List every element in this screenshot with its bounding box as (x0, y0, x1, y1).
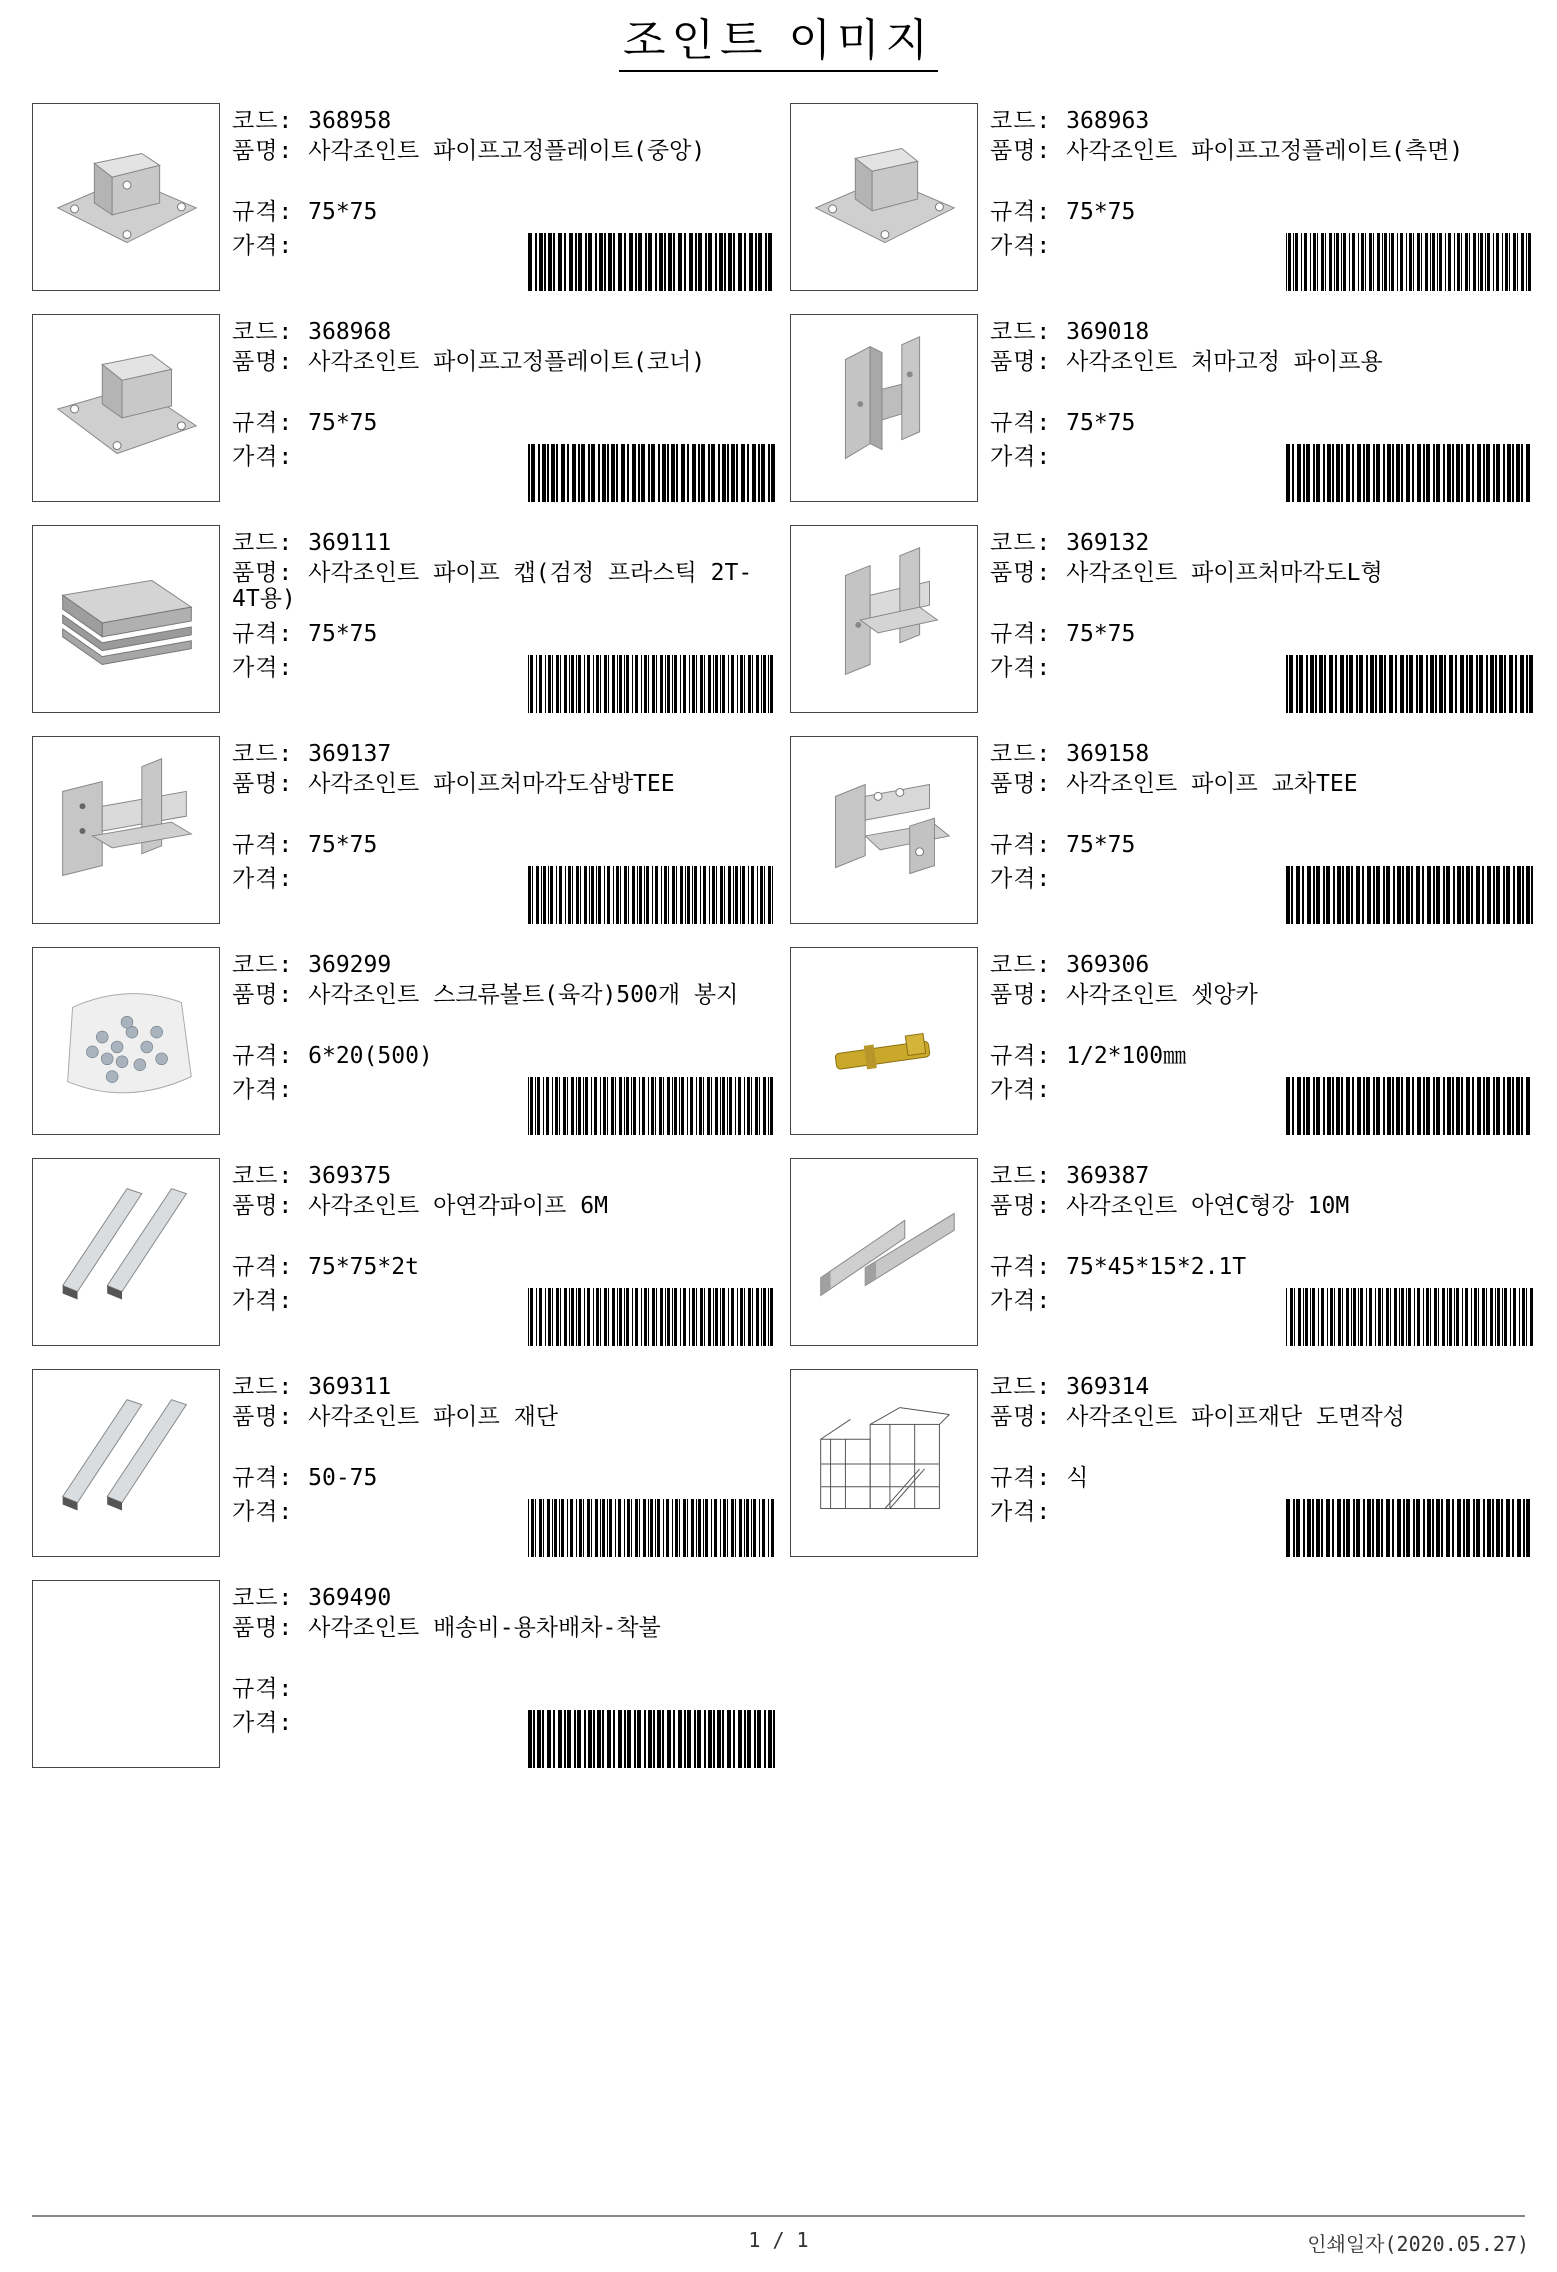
item-name-value: 사각조인트 스크류볼트(육각)500개 봉지 (308, 982, 739, 1008)
item-price (990, 1077, 1051, 1103)
item-name-value: 사각조인트 파이프 캡(검정 프라스틱 2T-4T용) (232, 560, 753, 612)
item-code (990, 952, 1149, 978)
product-card (32, 736, 792, 928)
item-name-value: 사각조인트 셋앙카 (1066, 982, 1258, 1008)
item-spec (232, 1465, 377, 1491)
item-spec-value: 75*75*2t (308, 1254, 419, 1280)
product-card (32, 314, 792, 506)
item-code-value: 369311 (308, 1374, 392, 1400)
item-name (232, 1193, 772, 1219)
item-spec-label: 규격: (232, 199, 309, 225)
item-spec-label: 규격: (232, 410, 309, 436)
item-price-label: 가격: (232, 1077, 294, 1103)
item-price (232, 1499, 293, 1525)
barcode (1286, 444, 1536, 502)
item-name (232, 982, 772, 1008)
item-name (232, 560, 772, 612)
item-name (232, 1404, 772, 1430)
item-spec-label: 규격: (990, 410, 1067, 436)
item-spec-value: 75*75 (308, 410, 378, 436)
item-spec (990, 1465, 1088, 1491)
item-code (232, 741, 391, 767)
item-price (990, 444, 1051, 470)
item-name-label: 품명: (232, 349, 309, 375)
item-price-label: 가격: (990, 233, 1052, 259)
item-code-label: 코드: (990, 741, 1067, 767)
square-pipe-icon (32, 1158, 220, 1346)
item-price-label: 가격: (232, 655, 294, 681)
item-code-value: 369111 (308, 530, 392, 556)
item-spec-label: 규격: (990, 1254, 1067, 1280)
item-spec (990, 410, 1135, 436)
item-name-value: 사각조인트 배송비-용차배차-착불 (308, 1615, 661, 1641)
item-spec (990, 199, 1135, 225)
item-code-value: 369299 (308, 952, 392, 978)
item-name-label: 품명: (232, 771, 309, 797)
item-code-label: 코드: (990, 1374, 1067, 1400)
item-code-label: 코드: (990, 952, 1067, 978)
print-date: 인쇄일자(2020.05.27) (1307, 2232, 1529, 2256)
item-code (990, 1374, 1149, 1400)
item-name-value: 사각조인트 파이프고정플레이트(측면) (1066, 138, 1464, 164)
item-code-label: 코드: (232, 319, 309, 345)
barcode (1286, 1499, 1536, 1557)
product-card (790, 947, 1550, 1139)
item-spec-label: 규격: (232, 1043, 309, 1069)
item-name-value: 사각조인트 파이프처마각도L형 (1066, 560, 1383, 586)
item-name-label: 품명: (990, 1404, 1067, 1430)
product-card (790, 314, 1550, 506)
item-code (990, 741, 1149, 767)
item-spec-label: 규격: (990, 1043, 1067, 1069)
item-code (232, 1163, 391, 1189)
item-price (232, 233, 293, 259)
product-card (32, 1158, 792, 1350)
item-name (232, 138, 772, 164)
item-code-value: 369314 (1066, 1374, 1150, 1400)
item-code-label: 코드: (232, 108, 309, 134)
item-spec-value: 75*75 (1066, 621, 1136, 647)
item-price-label: 가격: (990, 655, 1052, 681)
item-price-label: 가격: (232, 444, 294, 470)
item-spec-value: 75*75 (308, 832, 378, 858)
item-spec (990, 1043, 1186, 1069)
item-price (232, 444, 293, 470)
barcode (1286, 1288, 1536, 1346)
item-name-value: 사각조인트 파이프처마각도삼방TEE (308, 771, 675, 797)
item-name-value: 사각조인트 처마고정 파이프용 (1066, 349, 1383, 375)
item-spec-value: 75*45*15*2.1T (1066, 1254, 1247, 1280)
item-spec-value: 75*75 (308, 199, 378, 225)
item-spec-label: 규격: (990, 621, 1067, 647)
item-spec (990, 621, 1135, 647)
item-price-label: 가격: (990, 1077, 1052, 1103)
item-spec (232, 1254, 419, 1280)
item-spec-label: 규격: (232, 1254, 309, 1280)
item-name (990, 982, 1530, 1008)
product-card (790, 736, 1550, 928)
item-spec-label: 규격: (990, 1465, 1067, 1491)
item-price (232, 866, 293, 892)
item-name (232, 771, 772, 797)
barcode (528, 655, 778, 713)
item-name-value: 사각조인트 아연C형강 10M (1066, 1193, 1350, 1219)
barcode (1286, 655, 1536, 713)
screw-bag-icon (32, 947, 220, 1135)
item-spec (990, 1254, 1246, 1280)
item-name-value: 사각조인트 파이프고정플레이트(중앙) (308, 138, 706, 164)
item-name-label: 품명: (990, 982, 1067, 1008)
item-spec-value: 75*75 (1066, 832, 1136, 858)
barcode (528, 1288, 778, 1346)
anchor-bolt-icon (790, 947, 978, 1135)
item-name-label: 품명: (990, 349, 1067, 375)
item-price (232, 1710, 293, 1736)
item-code-label: 코드: (232, 741, 309, 767)
item-code (232, 952, 391, 978)
item-code (232, 319, 391, 345)
item-spec-label: 규격: (232, 621, 309, 647)
l-bracket-icon (790, 525, 978, 713)
item-name-value: 사각조인트 파이프고정플레이트(코너) (308, 349, 706, 375)
tee-3way-icon (32, 736, 220, 924)
item-spec-label: 규격: (232, 1676, 294, 1702)
item-price-label: 가격: (990, 1288, 1052, 1314)
item-spec-label: 규격: (990, 832, 1067, 858)
item-code-label: 코드: (990, 319, 1067, 345)
item-spec-label: 규격: (232, 1465, 309, 1491)
item-price-label: 가격: (232, 1710, 294, 1736)
item-code-label: 코드: (990, 108, 1067, 134)
product-card (32, 947, 792, 1139)
item-name-value: 사각조인트 파이프 재단 (308, 1404, 559, 1430)
empty-image (32, 1580, 220, 1768)
barcode (528, 444, 778, 502)
item-code-label: 코드: (232, 1585, 309, 1611)
footer-divider (32, 2215, 1525, 2217)
item-code-value: 369375 (308, 1163, 392, 1189)
item-name-value: 사각조인트 아연각파이프 6M (308, 1193, 608, 1219)
item-spec-value: 75*75 (308, 621, 378, 647)
item-code-label: 코드: (232, 1374, 309, 1400)
item-name (990, 138, 1530, 164)
item-name-label: 품명: (990, 560, 1067, 586)
product-card (32, 103, 792, 295)
product-card (790, 1158, 1550, 1350)
item-code (990, 108, 1149, 134)
item-code (232, 530, 391, 556)
barcode (528, 1499, 778, 1557)
item-spec (232, 1676, 293, 1702)
item-code-value: 369137 (308, 741, 392, 767)
item-name (990, 349, 1530, 375)
item-name-label: 품명: (990, 138, 1067, 164)
item-name (990, 771, 1530, 797)
item-price-label: 가격: (232, 1288, 294, 1314)
item-name (232, 1615, 772, 1641)
item-code-value: 368958 (308, 108, 392, 134)
product-card (32, 1580, 792, 1772)
item-code-label: 코드: (990, 530, 1067, 556)
barcode (528, 233, 778, 291)
item-spec-value: 50-75 (308, 1465, 378, 1491)
item-code-value: 369387 (1066, 1163, 1150, 1189)
product-card (32, 525, 792, 717)
product-card (32, 1369, 792, 1561)
item-code-value: 369132 (1066, 530, 1150, 556)
item-price-label: 가격: (232, 1499, 294, 1525)
item-code-value: 369158 (1066, 741, 1150, 767)
item-name-label: 품명: (990, 771, 1067, 797)
page-number: 1 / 1 (748, 2228, 809, 2252)
plate-side-icon (790, 103, 978, 291)
item-price-label: 가격: (990, 444, 1052, 470)
item-code (232, 108, 391, 134)
item-spec (232, 832, 377, 858)
cross-tee-icon (790, 736, 978, 924)
page-title: 조인트 이미지 (0, 14, 1557, 72)
item-name-value: 사각조인트 파이프 교차TEE (1066, 771, 1358, 797)
item-spec-value: 식 (1066, 1465, 1089, 1491)
item-code-value: 368963 (1066, 108, 1150, 134)
item-spec (232, 410, 377, 436)
item-code-value: 369490 (308, 1585, 392, 1611)
item-name-label: 품명: (232, 138, 309, 164)
item-code-label: 코드: (990, 1163, 1067, 1189)
item-name-label: 품명: (232, 1615, 309, 1641)
item-name-label: 품명: (232, 1404, 309, 1430)
pipe-cap-icon (32, 525, 220, 713)
item-price (990, 655, 1051, 681)
item-name-label: 품명: (232, 560, 309, 586)
item-code (232, 1585, 391, 1611)
plate-center-icon (32, 103, 220, 291)
item-code-label: 코드: (232, 1163, 309, 1189)
item-spec (232, 621, 377, 647)
item-spec (990, 832, 1135, 858)
product-card (790, 103, 1550, 295)
item-price (232, 655, 293, 681)
product-card (790, 1369, 1550, 1561)
item-name-label: 품명: (232, 982, 309, 1008)
item-spec-value: 75*75 (1066, 410, 1136, 436)
product-card (790, 525, 1550, 717)
structure-drawing-icon (790, 1369, 978, 1557)
item-name-value: 사각조인트 파이프재단 도면작성 (1066, 1404, 1405, 1430)
item-name (232, 349, 772, 375)
item-price (990, 866, 1051, 892)
item-code (232, 1374, 391, 1400)
item-code (990, 319, 1149, 345)
item-spec (232, 199, 377, 225)
item-price (232, 1288, 293, 1314)
item-price (990, 233, 1051, 259)
item-code (990, 1163, 1149, 1189)
item-name-label: 품명: (232, 1193, 309, 1219)
item-price-label: 가격: (232, 233, 294, 259)
item-name (990, 1404, 1530, 1430)
c-channel-icon (790, 1158, 978, 1346)
square-pipe-icon (32, 1369, 220, 1557)
barcode (528, 866, 778, 924)
item-name (990, 560, 1530, 586)
item-price (232, 1077, 293, 1103)
item-spec-label: 규격: (232, 832, 309, 858)
barcode (528, 1710, 778, 1768)
item-spec (232, 1043, 433, 1069)
item-code-label: 코드: (232, 530, 309, 556)
item-code-value: 368968 (308, 319, 392, 345)
item-price-label: 가격: (232, 866, 294, 892)
item-name-label: 품명: (990, 1193, 1067, 1219)
item-spec-value: 1/2*100㎜ (1066, 1043, 1187, 1069)
item-price-label: 가격: (990, 1499, 1052, 1525)
plate-corner-icon (32, 314, 220, 502)
item-spec-label: 규격: (990, 199, 1067, 225)
item-spec-value: 6*20(500) (308, 1043, 433, 1069)
barcode (1286, 233, 1536, 291)
item-price (990, 1288, 1051, 1314)
item-spec-value: 75*75 (1066, 199, 1136, 225)
eave-bracket-icon (790, 314, 978, 502)
barcode (1286, 1077, 1536, 1135)
barcode (528, 1077, 778, 1135)
barcode (1286, 866, 1536, 924)
item-code-label: 코드: (232, 952, 309, 978)
item-code-value: 369306 (1066, 952, 1150, 978)
item-name (990, 1193, 1530, 1219)
item-price-label: 가격: (990, 866, 1052, 892)
item-code (990, 530, 1149, 556)
item-price (990, 1499, 1051, 1525)
item-code-value: 369018 (1066, 319, 1150, 345)
